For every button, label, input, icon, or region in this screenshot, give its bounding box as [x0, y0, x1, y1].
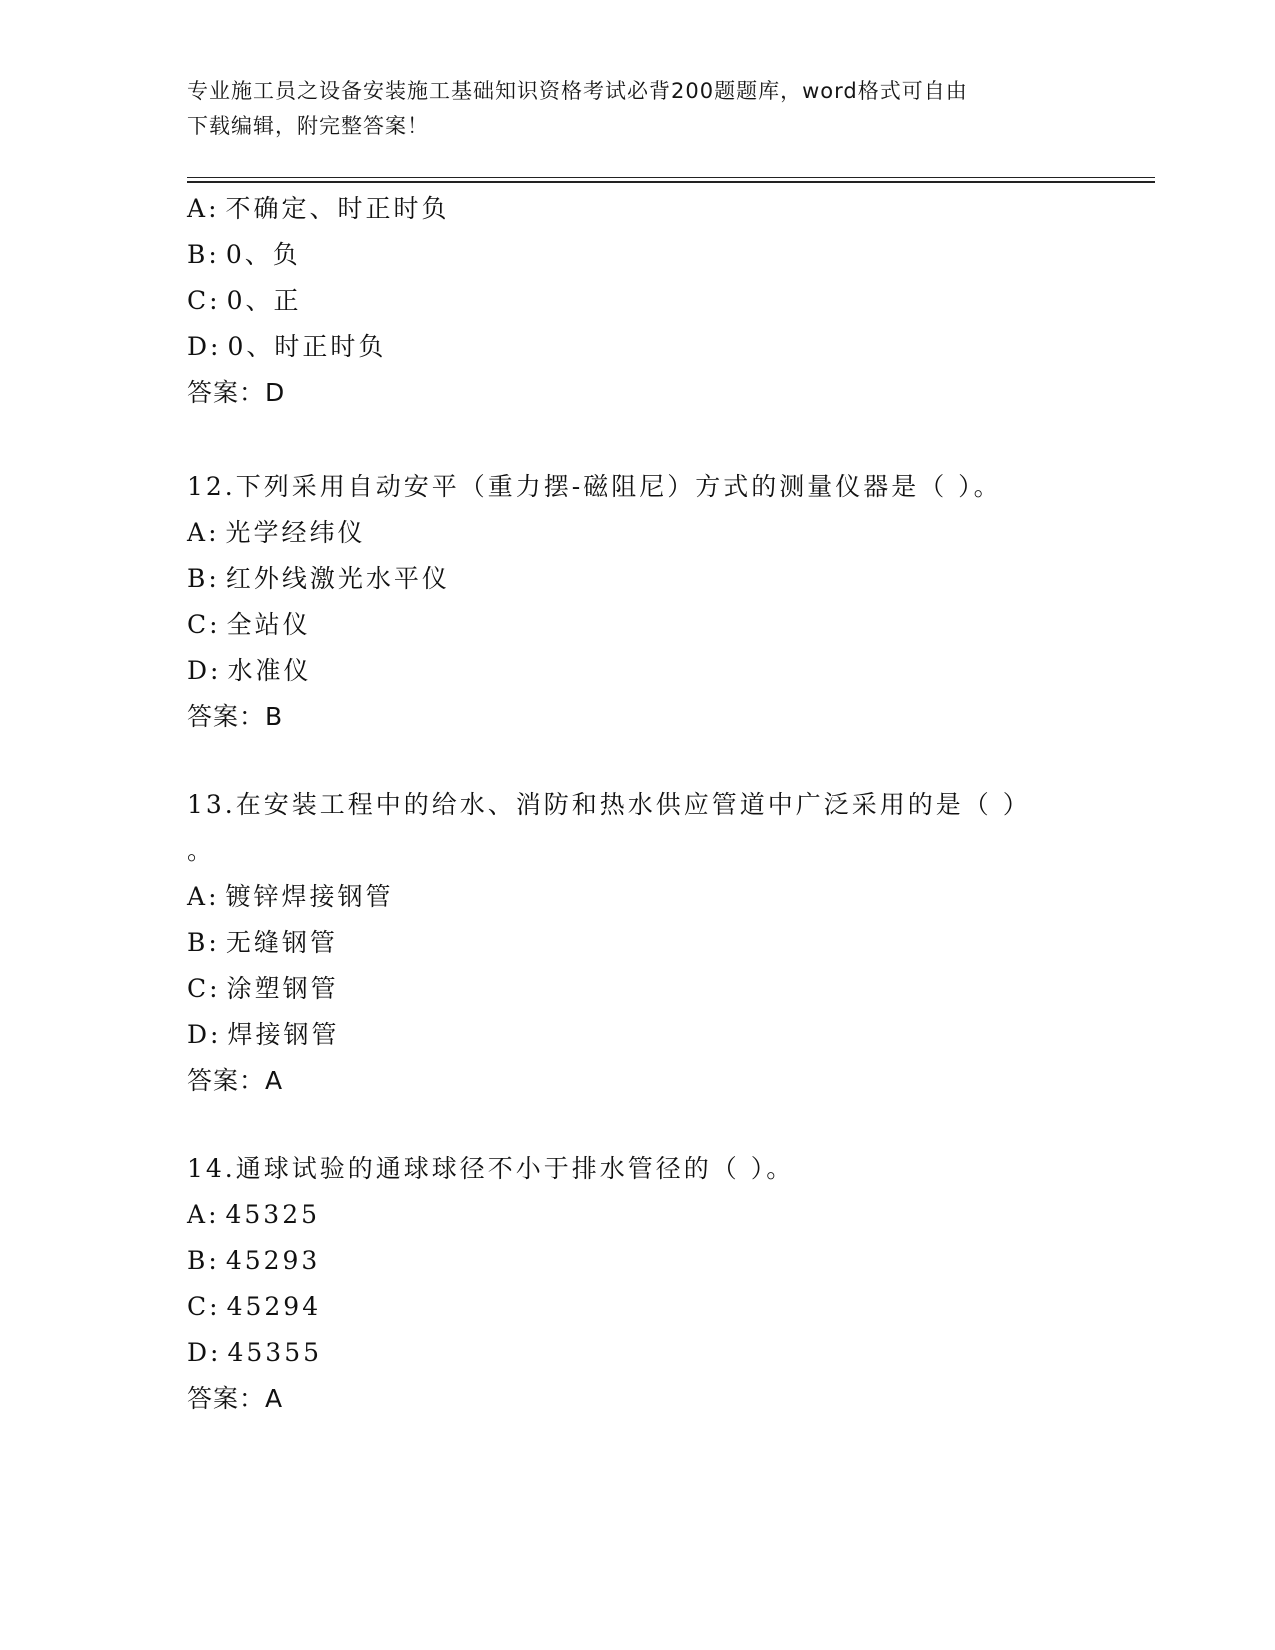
- option-key: B: [187, 928, 209, 957]
- option-key: D: [187, 1020, 211, 1049]
- answer-line: 答案：A: [187, 1384, 284, 1413]
- option-text: 红外线激光水平仪: [225, 564, 450, 593]
- option-text: 0、时正时负: [227, 332, 387, 361]
- option-text: 光学经纬仪: [225, 518, 366, 547]
- question-14-block: [187, 1146, 1087, 1422]
- option-d: D: 0、时正时负: [187, 332, 387, 361]
- option-text: 无缝钢管: [225, 928, 338, 957]
- option-key: B: [187, 1246, 209, 1275]
- option-key: C: [187, 610, 210, 639]
- option-text: 全站仪: [226, 610, 311, 639]
- option-text: 涂塑钢管: [226, 974, 339, 1003]
- option-text: 45325: [225, 1200, 321, 1229]
- option-text: 镀锌焊接钢管: [225, 882, 394, 911]
- option-a: A: 45325: [187, 1200, 321, 1229]
- option-b: B: 45293: [187, 1246, 321, 1275]
- option-b: B: 红外线激光水平仪: [187, 564, 450, 593]
- option-key: D: [187, 656, 211, 685]
- option-text: 焊接钢管: [227, 1020, 340, 1049]
- option-b: B: 0、负: [187, 240, 301, 269]
- option-text: 0、负: [225, 240, 301, 269]
- option-c: C: 0、正: [187, 286, 302, 315]
- option-a: A: 镀锌焊接钢管: [187, 882, 394, 911]
- document-title-line-2: 下载编辑，附完整答案！: [187, 114, 429, 138]
- option-a: A: 光学经纬仪: [187, 518, 366, 547]
- option-text: 45294: [226, 1292, 322, 1321]
- option-text: 45355: [227, 1338, 323, 1367]
- option-key: A: [187, 194, 209, 223]
- option-d: D: 45355: [187, 1338, 323, 1367]
- question-12-block: [187, 464, 1087, 740]
- question-text: 12.下列采用自动安平（重力摆-磁阻尼）方式的测量仪器是（ ）。: [187, 472, 1002, 501]
- option-key: C: [187, 286, 210, 315]
- header-rule-thin: [187, 177, 1155, 178]
- option-key: A: [187, 882, 209, 911]
- option-text: 水准仪: [227, 656, 312, 685]
- answer-line: 答案：B: [187, 702, 284, 731]
- option-c: C: 全站仪: [187, 610, 311, 639]
- option-c: C: 45294: [187, 1292, 322, 1321]
- option-text: 不确定、时正时负: [225, 194, 450, 223]
- option-key: B: [187, 564, 209, 593]
- option-key: D: [187, 1338, 211, 1367]
- option-a: A: 不确定、时正时负: [187, 194, 450, 223]
- option-key: B: [187, 240, 209, 269]
- option-key: C: [187, 1292, 210, 1321]
- option-d: D: 焊接钢管: [187, 1020, 340, 1049]
- option-b: B: 无缝钢管: [187, 928, 338, 957]
- option-key: A: [187, 518, 209, 547]
- option-d: D: 水准仪: [187, 656, 312, 685]
- question-11-block: [187, 186, 1087, 416]
- answer-line: 答案：D: [187, 378, 286, 407]
- document-header: [187, 74, 1087, 144]
- question-text: 14.通球试验的通球球径不小于排水管径的（ ）。: [187, 1154, 795, 1183]
- option-key: A: [187, 1200, 209, 1229]
- question-text-tail: 。: [187, 836, 216, 865]
- question-text: 13.在安装工程中的给水、消防和热水供应管道中广泛采用的是（ ）: [187, 790, 1031, 819]
- option-c: C: 涂塑钢管: [187, 974, 339, 1003]
- header-rule-thick: [187, 181, 1155, 183]
- option-text: 0、正: [226, 286, 302, 315]
- document-title-line-1: 专业施工员之设备安装施工基础知识资格考试必背200题题库，word格式可自由: [187, 79, 968, 103]
- option-key: D: [187, 332, 211, 361]
- option-text: 45293: [225, 1246, 321, 1275]
- option-key: C: [187, 974, 210, 1003]
- answer-line: 答案：A: [187, 1066, 284, 1095]
- question-13-block: [187, 782, 1087, 1104]
